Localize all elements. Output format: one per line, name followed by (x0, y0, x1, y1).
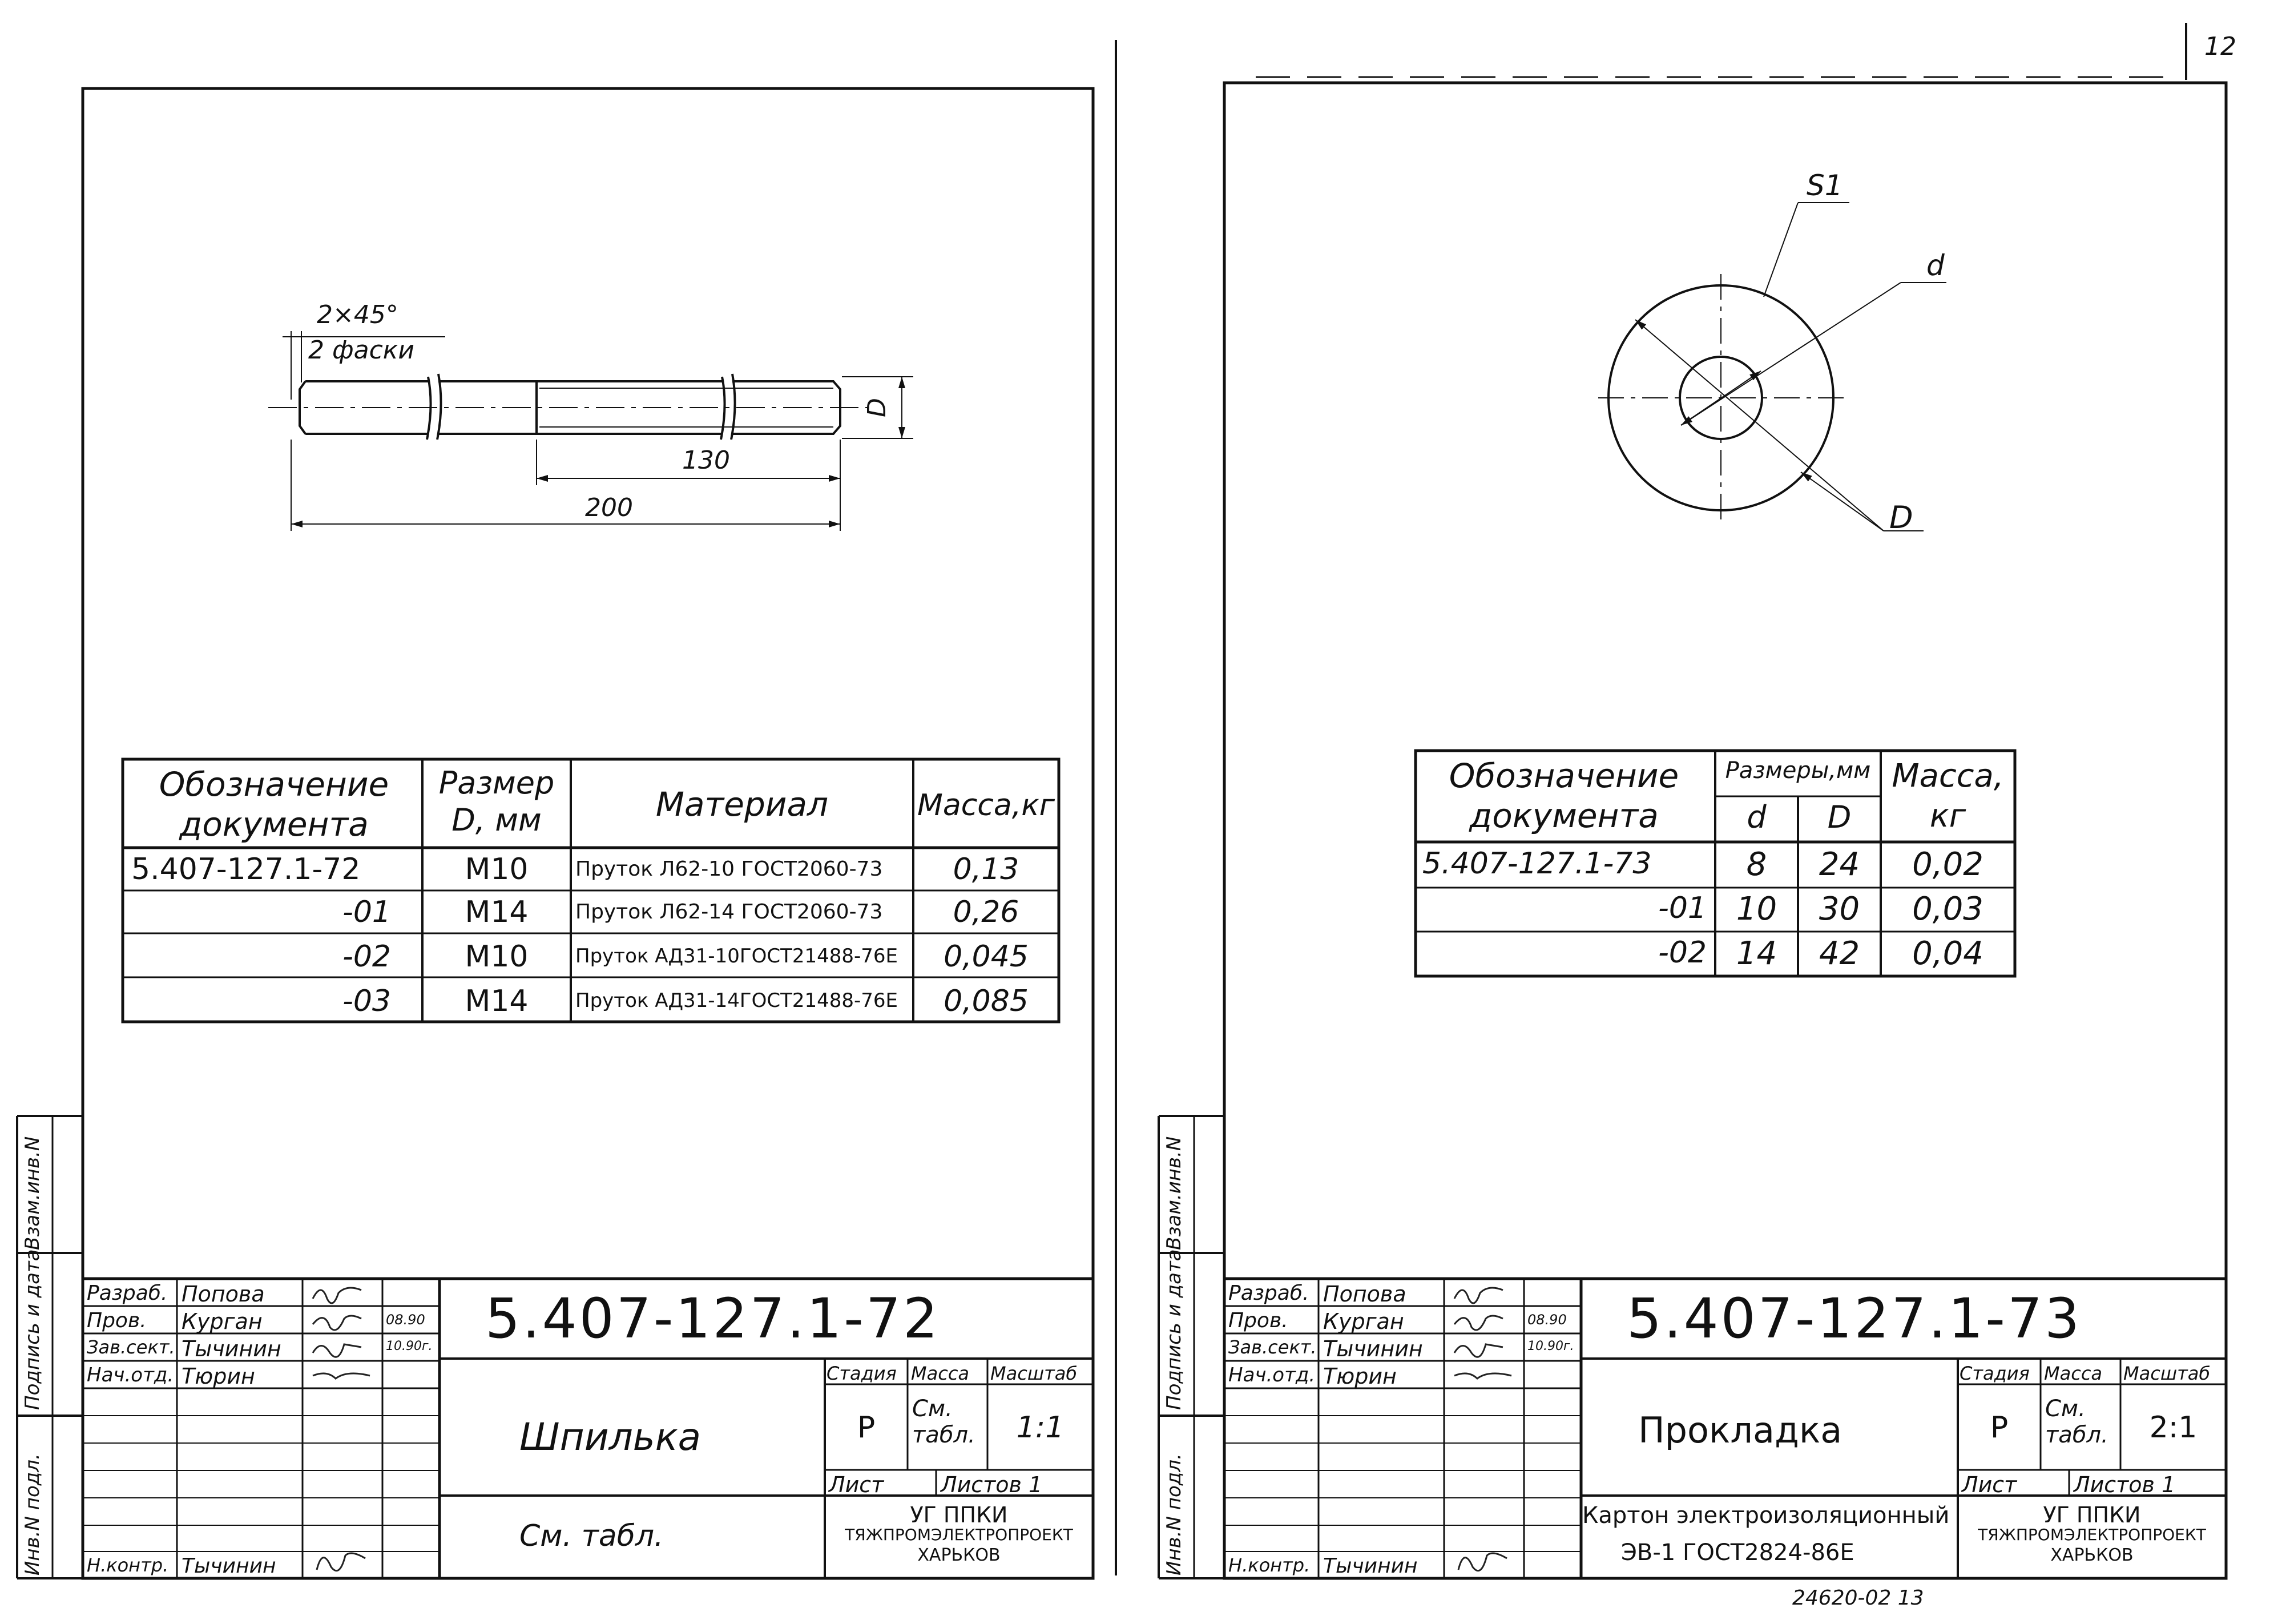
table-cell-material: Пруток Л62-10 ГОСТ2060-73 (575, 857, 883, 881)
table-cell-mass: 0,045 (944, 940, 1029, 974)
role-section-head: Зав.сект. (87, 1336, 175, 1358)
role-checker: Пров. (1228, 1309, 1288, 1332)
right-side-sign-label: Подпись и дата (1163, 1249, 1186, 1410)
left-sheets-label: Листов 1 (941, 1472, 1043, 1497)
role-section-head: Зав.сект. (1228, 1336, 1317, 1358)
table-cell-designation: -01 (342, 895, 391, 929)
table-cell-mass: 0,26 (953, 895, 1019, 929)
table-cell-designation: 5.407-127.1-73 (1422, 847, 1652, 881)
table-cell-size: М14 (465, 895, 529, 929)
date-checker: 08.90 (386, 1312, 425, 1328)
name-developer: Попова (182, 1282, 265, 1307)
role-dept-head: Нач.отд. (1228, 1364, 1316, 1387)
role-norm-control: Н.контр. (1228, 1554, 1311, 1576)
table-cell-designation: -01 (1658, 891, 1707, 925)
role-developer: Разраб. (87, 1282, 168, 1305)
inner-diameter-label: d (1926, 249, 1945, 282)
right-stage-value: Р (1990, 1411, 2009, 1445)
right-org-line1: УГ ППКИ (2043, 1502, 2141, 1528)
right-table-header-designation: Обозначение документа (1449, 756, 1679, 835)
right-table-header-mass: Масса, кг (1892, 757, 2004, 835)
table-cell-d: 8 (1746, 846, 1767, 883)
table-cell-mass: 0,04 (1912, 935, 1983, 972)
left-scale-header: Масштаб (990, 1363, 1078, 1384)
left-part-title: Шпилька (519, 1415, 701, 1459)
right-org-line2: ТЯЖПРОМЭЛЕКТРОПРОЕКТ (1978, 1525, 2206, 1544)
left-table-header-mass: Масса,кг (917, 788, 1055, 823)
left-scale-value: 1:1 (1016, 1411, 1065, 1445)
date-checker: 08.90 (1527, 1312, 1567, 1328)
table-cell-size: М10 (465, 852, 529, 886)
table-cell-designation: 5.407-127.1-72 (131, 852, 361, 886)
name-norm-control: Тычинин (1323, 1554, 1418, 1578)
table-cell-D: 24 (1819, 846, 1860, 883)
table-cell-size: М14 (465, 984, 529, 1018)
archive-number: 24620-02 13 (1792, 1586, 1924, 1610)
right-part-title: Прокладка (1638, 1409, 1843, 1451)
left-side-inv-label: Инв.N подл. (21, 1453, 44, 1575)
left-side-replace-label: Взам.инв.N (21, 1136, 44, 1250)
right-table-header-D: D (1827, 799, 1852, 835)
right-drawing-code: 5.407-127.1-73 (1627, 1287, 2082, 1351)
left-org-line3: ХАРЬКОВ (917, 1545, 1001, 1565)
name-checker: Курган (182, 1309, 263, 1334)
table-cell-material: Пруток Л62-14 ГОСТ2060-73 (575, 900, 883, 924)
role-dept-head: Нач.отд. (87, 1364, 174, 1387)
thickness-label: S1 (1807, 169, 1843, 202)
chamfer-angle-label: 2×45° (317, 300, 398, 329)
table-cell-D: 42 (1819, 935, 1860, 972)
chamfer-count-label: 2 фаски (308, 336, 414, 365)
left-sheet-label: Лист (829, 1472, 884, 1497)
table-cell-mass: 0,02 (1912, 846, 1983, 883)
role-developer: Разраб. (1228, 1282, 1309, 1305)
right-mass-value: См. табл. (2045, 1396, 2108, 1448)
right-table-header-d: d (1747, 799, 1767, 835)
table-cell-mass: 0,13 (953, 852, 1019, 886)
right-org-line3: ХАРЬКОВ (2050, 1545, 2134, 1565)
right-side-replace-label: Взам.инв.N (1163, 1136, 1186, 1250)
total-length-dim: 200 (585, 493, 633, 522)
outer-diameter-label: D (1889, 499, 1913, 535)
right-stage-header: Стадия (1960, 1363, 2030, 1384)
left-mass-header: Масса (911, 1363, 970, 1384)
table-cell-material: Пруток АД31-10ГОСТ21488-76Е (575, 945, 898, 968)
table-cell-size: М10 (465, 940, 529, 974)
right-sheets-label: Листов 1 (2074, 1472, 2176, 1497)
left-table-header-designation: Обозначение документа (159, 765, 389, 844)
role-norm-control: Н.контр. (87, 1554, 169, 1576)
table-cell-designation: -02 (1658, 936, 1707, 970)
page-number: 12 (2204, 32, 2236, 61)
date-section-head: 10.90г. (386, 1339, 433, 1353)
left-part-material: См. табл. (519, 1519, 664, 1553)
name-section-head: Тычинин (1323, 1336, 1423, 1361)
right-scale-value: 2:1 (2149, 1411, 2198, 1445)
table-cell-d: 10 (1736, 890, 1777, 928)
right-part-material-line1: Картон электроизоляционный (1582, 1502, 1950, 1529)
right-scale-header: Масштаб (2123, 1363, 2211, 1384)
left-org-line1: УГ ППКИ (910, 1502, 1008, 1528)
right-mass-header: Масса (2044, 1363, 2103, 1384)
role-checker: Пров. (87, 1309, 147, 1332)
name-developer: Попова (1323, 1282, 1406, 1307)
left-drawing-code: 5.407-127.1-72 (485, 1287, 941, 1351)
diameter-dim-label: D (862, 398, 892, 417)
right-sheet-label: Лист (1962, 1472, 2017, 1497)
date-section-head: 10.90г. (1527, 1339, 1574, 1353)
table-cell-mass: 0,085 (944, 984, 1029, 1018)
left-side-sign-label: Подпись и дата (21, 1249, 44, 1410)
left-table-header-material: Материал (655, 785, 829, 824)
left-table-header-size: Размер D, мм (438, 765, 555, 838)
name-norm-control: Тычинин (182, 1554, 276, 1578)
table-cell-designation: -02 (342, 940, 391, 974)
left-stage-header: Стадия (827, 1363, 897, 1384)
left-stage-value: Р (857, 1411, 876, 1445)
table-cell-mass: 0,03 (1912, 890, 1983, 928)
gasket-drawing (1598, 203, 1946, 535)
left-mass-value: См. табл. (912, 1396, 975, 1448)
right-part-material-line2: ЭВ-1 ГОСТ2824-86Е (1621, 1540, 1854, 1566)
left-org-line2: ТЯЖПРОМЭЛЕКТРОПРОЕКТ (845, 1525, 1073, 1544)
name-dept-head: Тюрин (182, 1364, 255, 1389)
table-cell-material: Пруток АД31-14ГОСТ21488-76Е (575, 989, 898, 1012)
table-cell-D: 30 (1819, 890, 1860, 928)
table-cell-designation: -03 (342, 984, 391, 1018)
name-dept-head: Тюрин (1323, 1364, 1397, 1389)
table-cell-d: 14 (1736, 935, 1777, 972)
right-side-inv-label: Инв.N подл. (1163, 1453, 1186, 1575)
name-checker: Курган (1323, 1309, 1404, 1334)
right-table-header-sizes: Размеры,мм (1725, 757, 1871, 784)
thread-length-dim: 130 (682, 446, 730, 475)
name-section-head: Тычинин (182, 1336, 281, 1361)
